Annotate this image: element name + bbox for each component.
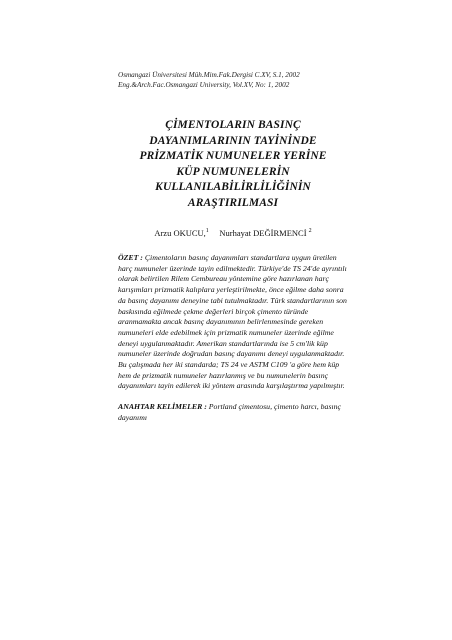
journal-line-turkish: Osmangazi Üniversitesi Müh.Mim.Fak.Dergisi C.XV, S.1, 2002 — [118, 71, 300, 79]
author-list — [118, 227, 348, 239]
title-line: KÜP NUMUNELERİN — [176, 165, 290, 178]
paper-page — [118, 70, 348, 424]
keywords-label: ANAHTAR KELİMELER : — [118, 402, 207, 412]
journal-header — [118, 70, 348, 90]
author-name: Nurhayat DEĞİRMENCİ — [219, 228, 307, 238]
keywords — [118, 402, 348, 423]
title-line: KULLANILABİLİRLİLİĞİNİN — [155, 181, 311, 193]
author-affiliation-mark: 1 — [205, 228, 209, 235]
keywords-text: Portland çimentosu, çimento harcı, basınç dayanımı — [118, 402, 342, 422]
paper-title — [118, 118, 348, 211]
title-line: ARAŞTIRILMASI — [187, 196, 279, 209]
author-name: Arzu OKUCU, — [154, 228, 206, 238]
author-affiliation-mark: 2 — [308, 228, 312, 235]
abstract-label: ÖZET : — [118, 253, 143, 262]
title-line: ÇİMENTOLARIN BASINÇ — [165, 119, 301, 131]
journal-line-english: Eng.&Arch.Fac.Osmangazi University, Vol.XV, No: 1, 2002 — [118, 81, 290, 89]
title-line: PRİZMATİK NUMUNELER YERİNE — [139, 150, 327, 162]
title-line: DAYANIMLARININ TAYİNİNDE — [149, 134, 317, 147]
abstract-text: Çimentoların basınç dayanımları standartlara uygun üretilen harç numuneler üzerinde tayin edilmektedir. Türkiye'de TS 24'de ayrıntılı olarak belirtilen Rilem Cembureau yöntemine göre hazırlanan harç karışımları prizmatik kalıplara yerleştirilmekte, önce eğilme daha sonra da basınç dayanımı deneyine tabi tutulmaktadır. Türk standartlarının son baskısında eğilmede çekme değerleri birçok çimento türünde aranmamakta ancak basınç dayanımının belirlenmesinde gereken numuneleri elde edebilmek için prizmatik numuneler üzerinde eğilme deneyi uygulanmaktadır. Amerikan standartlarında ise 5 cm'lik küp numuneler üzerinde doğrudan basınç dayanımı deneyi uygulanmaktadır. Bu çalışmada her iki standarda; TS 24 ve ASTM C109 'a göre hem küp hem de prizmatik numuneler hazırlanmış ve bu numunelerin basınç dayanımları tayin edilerek iki yöntem arasında karşılaştırma yapılmıştır. — [118, 253, 347, 391]
abstract — [118, 253, 348, 392]
